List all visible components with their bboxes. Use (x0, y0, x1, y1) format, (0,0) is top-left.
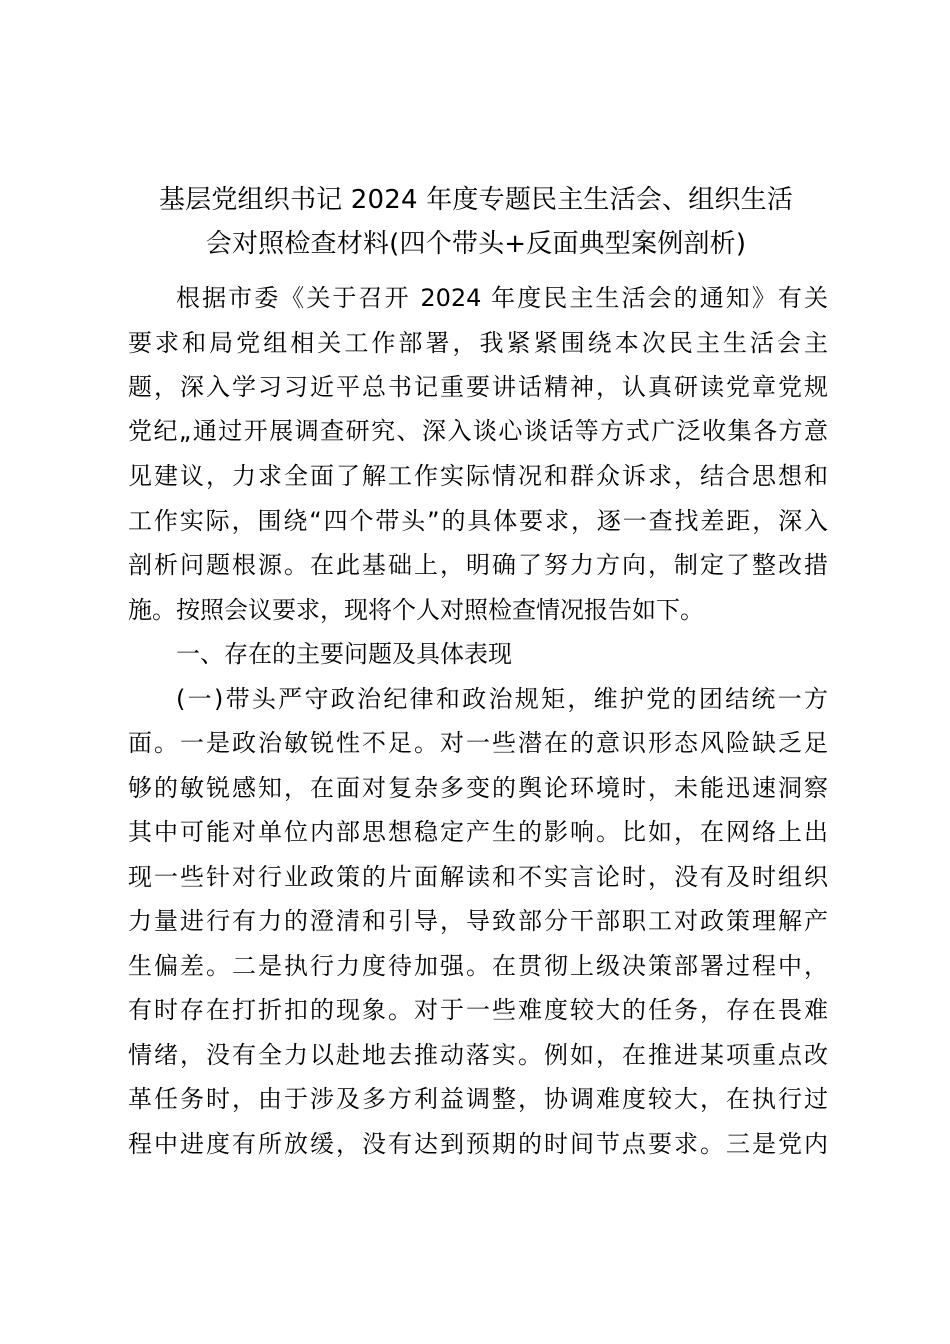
body-line: 现一些针对行业政策的片面解读和不实言论时，没有及时组织 (128, 863, 828, 891)
body-line: 革任务时，由于涉及多方利益调整，协调难度较大，在执行过 (128, 1085, 828, 1113)
body-line: 面。一是政治敏锐性不足。对一些潜在的意识形态风险缺乏足 (128, 729, 828, 757)
body-line: 够的敏锐感知，在面对复杂多变的舆论环境时，未能迅速洞察 (128, 774, 828, 802)
body-line: 见建议，力求全面了解工作实际情况和群众诉求，结合思想和 (128, 462, 828, 490)
body-line: 生偏差。二是执行力度待加强。在贯彻上级决策部署过程中， (128, 952, 828, 980)
body-line: 剖析问题根源。在此基础上，明确了努力方向，制定了整改措 (128, 551, 828, 579)
body-line: 要求和局党组相关工作部署，我紧紧围绕本次民主生活会主 (128, 329, 828, 357)
document-title-line-2: 会对照检查材料(四个带头+反面典型案例剖析) (205, 229, 747, 259)
body-line: 施。按照会议要求，现将个人对照检查情况报告如下。 (128, 596, 704, 624)
body-line: 力量进行有力的澄清和引导，导致部分干部职工对政策理解产 (128, 907, 828, 935)
body-line: 题，深入学习习近平总书记重要讲话精神，认真研读党章党规 (128, 373, 828, 401)
body-line: 情绪，没有全力以赴地去推动落实。例如，在推进某项重点改 (128, 1041, 828, 1069)
body-line: 党纪„通过开展调查研究、深入谈心谈话等方式广泛收集各方意 (128, 417, 828, 445)
body-line: 根据市委《关于召开 2024 年度民主生活会的通知》有关 (176, 284, 828, 312)
document-title-line-1: 基层党组织书记 2024 年度专题民主生活会、组织生活 (158, 185, 794, 215)
body-line: 程中进度有所放缓，没有达到预期的时间节点要求。三是党内 (128, 1130, 828, 1158)
body-line: 有时存在打折扣的现象。对于一些难度较大的任务，存在畏难 (128, 996, 828, 1024)
body-line: 其中可能对单位内部思想稳定产生的影响。比如，在网络上出 (128, 818, 828, 846)
body-line: 工作实际，围绕“四个带头”的具体要求，逐一查找差距，深入 (128, 507, 828, 535)
body-line: (一)带头严守政治纪律和政治规矩，维护党的团结统一方 (176, 685, 828, 713)
section-heading: 一、存在的主要问题及具体表现 (176, 640, 512, 668)
